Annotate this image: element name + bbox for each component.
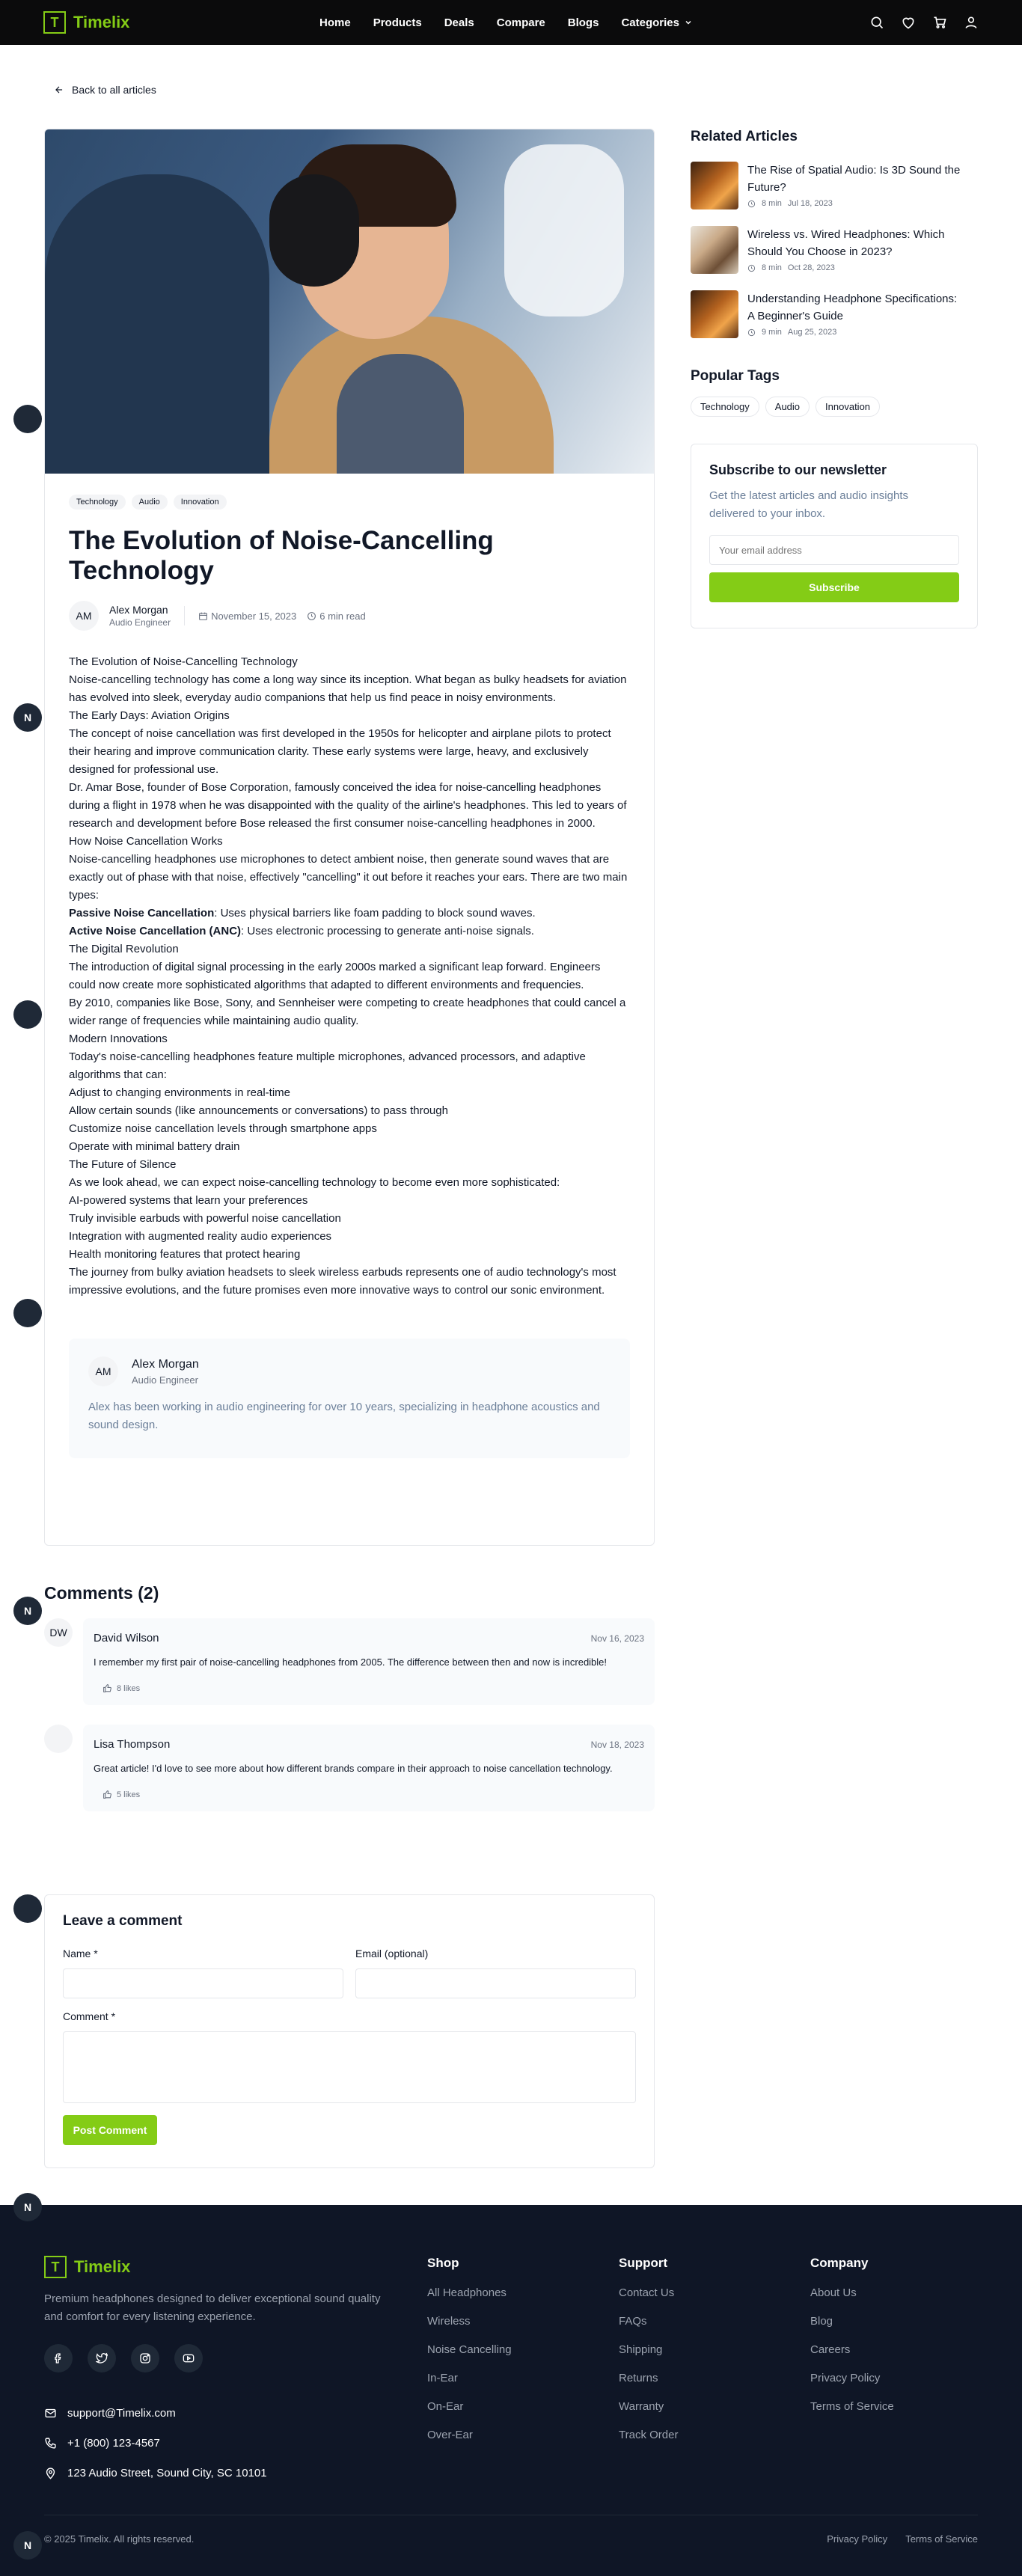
post-comment-button[interactable]: Post Comment [63, 2115, 157, 2145]
contact-phone[interactable] [44, 2428, 267, 2458]
related-heading: Related Articles [691, 129, 798, 144]
tag-innovation[interactable]: Innovation [174, 495, 227, 510]
type-item [69, 905, 630, 923]
related-title: Understanding Headphone Specifications: A Beginner's Guide [747, 293, 958, 322]
comment-form [44, 1894, 655, 2168]
footer-company-column [810, 2256, 894, 2413]
clock-icon [747, 264, 756, 272]
paragraph: The introduction of digital signal processing in the early 2000s marked a significant leap forward. Engineers could now create more sophisticated algorithms that adapted to different environments and frequencies. [69, 961, 601, 991]
newsletter-description: Get the latest articles and audio insights delivered to your inbox. [709, 489, 908, 520]
clock-icon [307, 611, 316, 621]
comment-text: I remember my first pair of noise-cancelling headphones from 2005. The difference between then and now is incredible! [94, 1656, 608, 1668]
footer-link[interactable]: Warranty [619, 2400, 664, 2413]
twitter-link[interactable] [88, 2344, 116, 2372]
footer-link[interactable]: About Us [810, 2286, 857, 2299]
tag-technology[interactable]: Technology [69, 495, 126, 510]
avatar: DW [44, 1618, 73, 1647]
like-button[interactable] [94, 1683, 644, 1693]
clock-icon [747, 328, 756, 337]
nav-icons [869, 15, 979, 30]
hero-seat [45, 174, 269, 474]
footer-link[interactable]: All Headphones [427, 2286, 507, 2299]
footer-link[interactable]: Wireless [427, 2315, 471, 2328]
contact-address [44, 2458, 267, 2488]
publish-date [198, 611, 296, 622]
meta-divider [184, 606, 185, 625]
author-box [69, 1339, 630, 1458]
newsletter-box [691, 444, 978, 628]
read-time-text: 6 min read [319, 610, 366, 622]
list-item: Operate with minimal battery drain [69, 1140, 240, 1153]
floating-marker[interactable] [13, 1299, 42, 1327]
brand-logo[interactable] [43, 11, 129, 34]
footer-shop-column [427, 2256, 512, 2441]
comment-textarea[interactable] [63, 2031, 636, 2103]
youtube-icon [183, 2352, 195, 2364]
hero-image [45, 129, 654, 474]
related-mins: 9 min [762, 328, 782, 337]
hero-shirt [337, 354, 464, 474]
related-thumbnail [691, 290, 738, 338]
heart-icon[interactable] [901, 15, 916, 30]
related-mins: 8 min [762, 199, 782, 208]
back-link[interactable] [54, 84, 156, 96]
brand-name: Timelix [73, 13, 130, 31]
footer-link[interactable]: Terms of Service [810, 2400, 894, 2413]
nav-deals[interactable]: Deals [444, 16, 474, 29]
footer-contact [44, 2398, 267, 2488]
user-icon[interactable] [964, 15, 979, 30]
mail-icon [44, 2407, 57, 2420]
footer-support-heading: Support [619, 2256, 668, 2270]
back-link-label: Back to all articles [72, 84, 156, 96]
footer-company-heading: Company [810, 2256, 869, 2270]
related-meta [747, 328, 964, 337]
list-item: Adjust to changing environments in real-time [69, 1086, 290, 1099]
footer-link[interactable]: Contact Us [619, 2286, 675, 2299]
nav-products[interactable]: Products [373, 16, 422, 29]
comment-label: Comment * [63, 2010, 116, 2022]
name-input[interactable] [63, 1968, 343, 1998]
footer-link[interactable]: Blog [810, 2315, 833, 2328]
nav-compare[interactable]: Compare [496, 16, 545, 29]
paragraph: Today's noise-cancelling headphones feature multiple microphones, advanced processors, and adaptive algorithms that can: [69, 1050, 586, 1081]
paragraph: The Early Days: Aviation Origins [69, 709, 230, 722]
phone-icon [44, 2437, 57, 2450]
comment-date: Nov 16, 2023 [590, 1633, 644, 1644]
related-mins: 8 min [762, 263, 782, 272]
instagram-icon [139, 2352, 151, 2364]
footer-link[interactable]: Returns [619, 2372, 658, 2384]
cart-icon[interactable] [932, 15, 947, 30]
commenter-name: David Wilson [94, 1632, 159, 1645]
hero-window [504, 144, 624, 316]
hero-headphones [269, 174, 359, 287]
arrow-left-icon [54, 85, 64, 95]
article-meta [69, 601, 630, 631]
author-box-role: Audio Engineer [132, 1374, 198, 1386]
footer-bottom [44, 2515, 978, 2545]
publish-date-text: November 15, 2023 [211, 610, 297, 622]
footer-link[interactable]: On-Ear [427, 2400, 464, 2413]
author-role: Audio Engineer [109, 617, 171, 628]
paragraph: Noise-cancelling headphones use microphones to detect ambient noise, then generate sound waves that are exactly out of phase with that noise, effectively "cancelling" it out before it reaches your ears. There are two main types: [69, 853, 628, 902]
type-label: Passive Noise Cancellation [69, 907, 215, 920]
contact-email[interactable] [44, 2398, 267, 2428]
paragraph: Modern Innovations [69, 1032, 168, 1045]
related-article[interactable] [691, 162, 978, 209]
email-input[interactable] [355, 1968, 636, 1998]
name-label: Name * [63, 1948, 98, 1959]
popular-tag[interactable]: Audio [765, 397, 810, 417]
avatar: AM [88, 1356, 118, 1386]
commenter-name: Lisa Thompson [94, 1738, 171, 1751]
footer-description: Premium headphones designed to deliver exceptional sound quality and comfort for every listening experience. [44, 2292, 381, 2323]
list-item: AI-powered systems that learn your preferences [69, 1194, 308, 1207]
newsletter-email-input[interactable] [709, 535, 959, 565]
floating-marker[interactable]: N [13, 1597, 42, 1625]
twitter-icon [96, 2352, 108, 2364]
contact-phone-text: +1 (800) 123-4567 [67, 2436, 160, 2450]
footer-link[interactable]: Careers [810, 2343, 851, 2356]
logo-mark: T [43, 11, 66, 34]
paragraph: By 2010, companies like Bose, Sony, and Sennheiser were competing to create headphones that could cancel a wider range of frequencies while maintaining audio quality. [69, 997, 626, 1027]
nav-links [319, 16, 693, 29]
search-icon[interactable] [869, 15, 884, 30]
thumbs-up-icon [102, 1790, 112, 1799]
comment [44, 1725, 655, 1811]
type-text: : Uses physical barriers like foam padding to block sound waves. [214, 907, 536, 920]
instagram-link[interactable] [131, 2344, 159, 2372]
like-count: 5 likes [117, 1790, 141, 1799]
floating-marker[interactable] [13, 1000, 42, 1029]
popular-tag[interactable]: Innovation [816, 397, 880, 417]
paragraph: The concept of noise cancellation was first developed in the 1950s for helicopter and airplane pilots to protect their hearing and improve communication clarity. These early systems were large, heavy, and exclusively designed for professional use. [69, 727, 611, 776]
like-button[interactable] [94, 1790, 644, 1799]
comments-heading: Comments (2) [44, 1583, 159, 1603]
related-date: Aug 25, 2023 [787, 328, 837, 337]
paragraph: Noise-cancelling technology has come a long way since its inception. What began as bulky headsets for aviation has evolved into sleek, everyday audio companions that help us find peace in noisy environments. [69, 673, 627, 704]
copyright: © 2025 Timelix. All rights reserved. [44, 2533, 195, 2545]
like-count: 8 likes [117, 1683, 141, 1693]
footer-link[interactable]: Over-Ear [427, 2429, 473, 2441]
paragraph: Dr. Amar Bose, founder of Bose Corporation, famously conceived the idea for noise-cancelling headphones during a flight in 1978 when he was disappointed with the quality of the airline's headphones. This led to years of research and development before Bose released the first consumer noise-cancelling headphones in 2000. [69, 781, 627, 830]
footer-link[interactable]: Shipping [619, 2343, 663, 2356]
nav-blogs[interactable]: Blogs [567, 16, 599, 29]
tag-audio[interactable]: Audio [132, 495, 168, 510]
subscribe-button[interactable]: Subscribe [709, 572, 959, 602]
paragraph: The Evolution of Noise-Cancelling Technology [69, 655, 298, 668]
map-pin-icon [44, 2467, 57, 2479]
comment-box [83, 1618, 655, 1705]
paragraph: The journey from bulky aviation headsets to sleek wireless earbuds represents one of audio technology's most impressive evolutions, and the future promises even more innovative ways to control our sonic environment. [69, 1266, 616, 1297]
related-title: The Rise of Spatial Audio: Is 3D Sound the Future? [747, 164, 961, 194]
footer-link[interactable]: FAQs [619, 2315, 647, 2328]
comments-section [44, 1583, 655, 1811]
nav-categories-label: Categories [621, 16, 679, 29]
related-article[interactable] [691, 226, 978, 274]
paragraph: The Future of Silence [69, 1158, 177, 1171]
author-box-name: Alex Morgan [132, 1357, 199, 1371]
type-text: : Uses electronic processing to generate anti-noise signals. [241, 925, 534, 937]
comment [44, 1618, 655, 1705]
contact-email-text: support@Timelix.com [67, 2406, 176, 2420]
email-label: Email (optional) [355, 1948, 429, 1959]
footer-link[interactable]: In-Ear [427, 2372, 458, 2384]
floating-marker[interactable]: N [13, 2193, 42, 2221]
newsletter-title: Subscribe to our newsletter [709, 462, 887, 477]
list-item: Integration with augmented reality audio experiences [69, 1230, 332, 1243]
related-thumbnail [691, 226, 738, 274]
nav-home[interactable]: Home [319, 16, 351, 29]
comment-box [83, 1725, 655, 1811]
comment-date: Nov 18, 2023 [590, 1739, 644, 1750]
footer-logo[interactable] [44, 2256, 130, 2278]
related-meta [747, 263, 964, 272]
footer-shop-heading: Shop [427, 2256, 459, 2270]
author-name: Alex Morgan [109, 604, 168, 616]
clock-icon [747, 200, 756, 208]
footer-support-column [619, 2256, 678, 2441]
related-title: Wireless vs. Wired Headphones: Which Should You Choose in 2023? [747, 228, 945, 258]
avatar [44, 1725, 73, 1753]
list-item: Health monitoring features that protect hearing [69, 1248, 301, 1261]
popular-tags [691, 397, 978, 417]
footer-link[interactable]: Track Order [619, 2429, 679, 2441]
paragraph: As we look ahead, we can expect noise-cancelling technology to become even more sophisticated: [69, 1176, 560, 1189]
list-item: Truly invisible earbuds with powerful noise cancellation [69, 1212, 341, 1225]
footer-terms-link[interactable]: Terms of Service [905, 2533, 978, 2545]
brand-name: Timelix [74, 2257, 131, 2276]
top-nav [0, 0, 1022, 45]
floating-marker[interactable] [13, 1894, 42, 1923]
popular-tags-heading: Popular Tags [691, 368, 780, 384]
facebook-link[interactable] [44, 2344, 73, 2372]
floating-marker[interactable]: N [13, 703, 42, 732]
youtube-link[interactable] [174, 2344, 203, 2372]
comment-form-title: Leave a comment [63, 1913, 183, 1929]
popular-tag[interactable]: Technology [691, 397, 759, 417]
type-item [69, 923, 630, 940]
type-label: Active Noise Cancellation (ANC) [69, 925, 242, 937]
nav-categories[interactable] [621, 16, 693, 29]
floating-marker[interactable]: N [13, 2531, 42, 2560]
paragraph: How Noise Cancellation Works [69, 835, 223, 848]
footer-link[interactable]: Noise Cancelling [427, 2343, 512, 2356]
author-bio: Alex has been working in audio engineering for over 10 years, specializing in headphone acoustics and sound design. [88, 1401, 600, 1431]
contact-address-text: 123 Audio Street, Sound City, SC 10101 [67, 2466, 267, 2479]
calendar-icon [198, 611, 208, 621]
article-title: The Evolution of Noise-Cancelling Technology [69, 526, 494, 585]
related-meta [747, 199, 964, 208]
avatar: AM [69, 601, 99, 631]
sidebar [691, 129, 978, 628]
article-card [44, 129, 655, 1546]
floating-marker[interactable] [13, 405, 42, 433]
paragraph: The Digital Revolution [69, 943, 179, 955]
logo-mark: T [44, 2256, 67, 2278]
list-item: Customize noise cancellation levels through smartphone apps [69, 1122, 377, 1135]
social-links [44, 2344, 203, 2372]
related-thumbnail [691, 162, 738, 209]
article-tags [69, 495, 630, 510]
facebook-icon [52, 2352, 64, 2364]
related-article[interactable] [691, 290, 978, 338]
related-date: Jul 18, 2023 [787, 199, 833, 208]
related-date: Oct 28, 2023 [787, 263, 835, 272]
list-item: Allow certain sounds (like announcements or conversations) to pass through [69, 1104, 448, 1117]
article-body [69, 653, 630, 1300]
read-time [307, 611, 365, 622]
footer-privacy-link[interactable]: Privacy Policy [827, 2533, 888, 2545]
article-content [45, 474, 654, 1458]
thumbs-up-icon [102, 1683, 112, 1693]
chevron-down-icon [684, 18, 693, 27]
footer-link[interactable]: Privacy Policy [810, 2372, 881, 2384]
comment-text: Great article! I'd love to see more about how different brands compare in their approach to noise cancellation technology. [94, 1763, 613, 1774]
footer [0, 2205, 1022, 2576]
